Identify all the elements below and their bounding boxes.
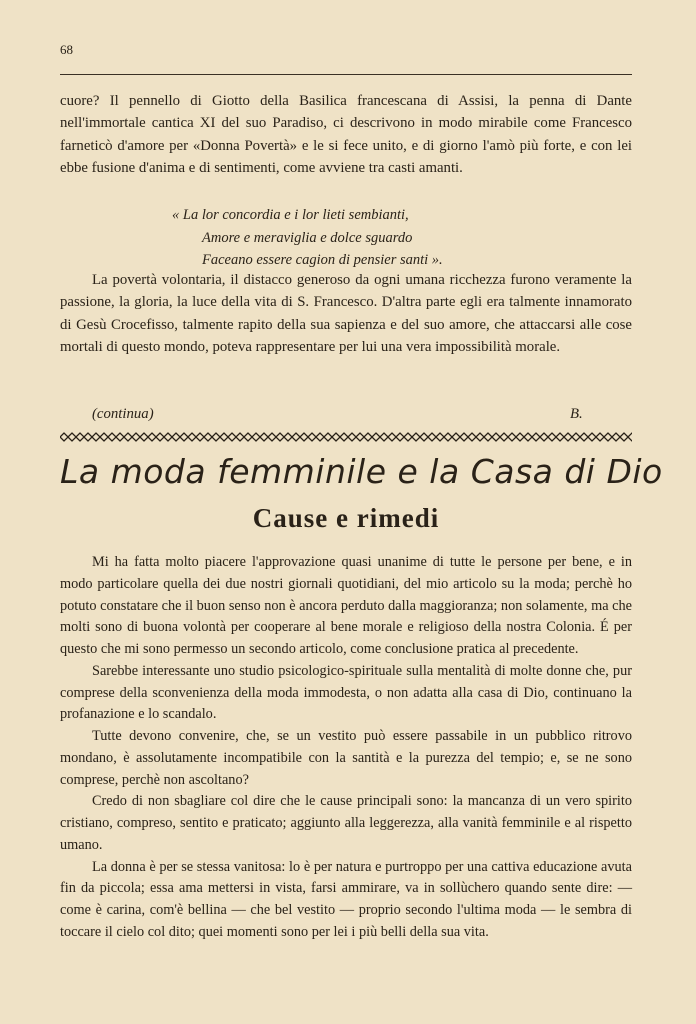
page-number: 68 — [60, 42, 73, 57]
article-paragraph-5: La donna è per se stessa vanitosa: lo è per natura e purtroppo per una cattiva educazione avuta fin da piccola; essa ama mettersi in vista, farsi ammirare, va in sollùchero quando sente dire: — come è carina, com'è bellina — che bel vestito — proprio secondo l'ultima moda — le sembra di toccare il cielo col dito; quei momenti sono per lei i più belli della sua vita. — [60, 858, 632, 940]
intro-paragraph-1-block — [60, 90, 632, 179]
decorative-divider — [60, 432, 632, 442]
intro-paragraph-1: cuore? Il pennello di Giotto della Basilica francescana di Assisi, la penna di Dante nell'immortale cantica XI del suo Paradiso, ci descrivono in modo mirabile come Francesco farneticò d'amore per «Donna Povertà» e le si fece unito, e di giorno l'amò più forte, e con lei ebbe fusione d'anima e di sentimenti, come avviene tra casti amanti. — [60, 93, 632, 176]
article-title: La moda femminile e la Casa di Dio — [60, 452, 663, 491]
article-body — [60, 552, 632, 944]
poem-line-1: « La lor concordia e i lor lieti sembianti, — [172, 207, 409, 223]
poem-line-2: Amore e meraviglia e dolce sguardo — [202, 229, 413, 246]
ornament-stroke — [60, 433, 632, 437]
article-subtitle: Cause e rimedi — [252, 503, 440, 533]
ornament-stroke — [60, 437, 632, 441]
poem-line-3: Faceano essere cagion di pensier santi ». — [202, 252, 443, 268]
continua-note: (continua) — [92, 406, 154, 422]
intro-paragraph-2: La povertà volontaria, il distacco generoso da ogni umana ricchezza furono veramente la passione, la gloria, la luce della vita di S. Francesco. D'altra parte egli era talmente innamorato di Gesù Crocefisso, talmente rapito della sua sapienza e del suo amore, che attaccarsi alle cose mortali di questo mondo, poteva rappresentare per lui una vera impossibilità morale. — [60, 272, 632, 355]
article-paragraph-2: Sarebbe interessante uno studio psicologico-spirituale sulla mentalità di molte donne che, pur comprese della sconvenienza della moda immodesta, o non adatta alla casa di Dio, continuano la profanazione e lo scandalo. — [60, 662, 632, 723]
header-rule — [60, 74, 632, 75]
intro-paragraph-2-block — [60, 269, 632, 358]
author-signature: B. — [570, 406, 583, 422]
article-paragraph-3: Tutte devono convenire, che, se un vestito può essere passabile in un pubblico ritrovo mondano, è assolutamente incompatibile con la santità e la purezza del tempio; e, se ne sono comprese, perchè non ascoltano? — [60, 728, 632, 788]
article-paragraph-4: Credo di non sbagliare col dire che le cause principali sono: la mancanza di un vero spirito cristiano, compreso, sentito e praticato; aggiunto alla leggerezza, alla vanità femminile e al rispetto umano. — [60, 793, 632, 853]
poem-quote — [60, 204, 632, 272]
article-paragraph-1: Mi ha fatta molto piacere l'approvazione quasi unanime di tutte le persone per bene, e in modo particolare quella dei due nostri giornali quotidiani, del mio articolo su la moda; perchè ho potuto constatare che il buon senso non è ancora perduto dalla maggioranza; non solamente, ma che molti sono di buona volontà per cooperare al bene morale e religioso della nostra Colonia. É per questo che mi sono permesso un secondo articolo, come conclusione pratica al precedente. — [60, 554, 632, 657]
